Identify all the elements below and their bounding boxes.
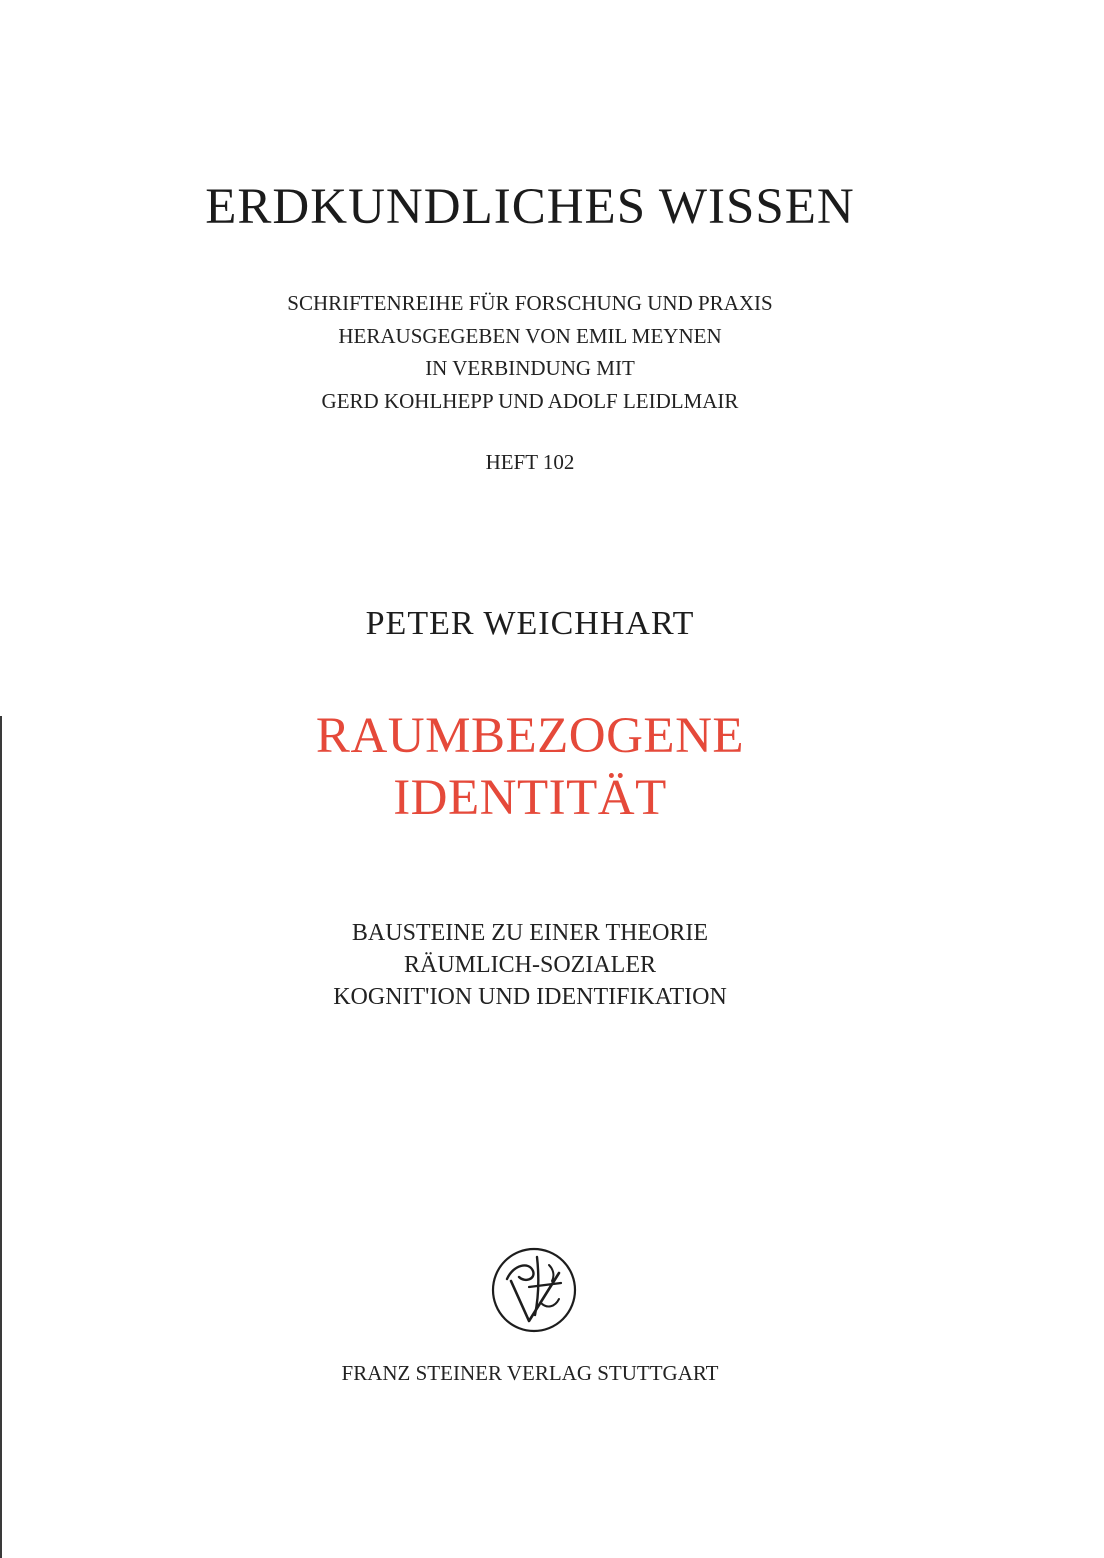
publisher-name: FRANZ STEINER VERLAG STUTTGART <box>341 1361 719 1385</box>
fsv-monogram-logo-icon <box>489 1245 579 1335</box>
series-line: HERAUSGEGEBEN VON EMIL MEYNEN <box>338 323 722 348</box>
volume-number: HEFT 102 <box>485 450 575 474</box>
series-line: IN VERBINDUNG MIT <box>425 356 635 380</box>
subtitle-line: KOGNIT'ION UND IDENTIFIKATION <box>333 984 727 1010</box>
subtitle-line: BAUSTEINE ZU EINER THEORIE <box>351 920 709 946</box>
series-line: SCHRIFTENREIHE FÜR FORSCHUNG UND PRAXIS <box>287 291 773 315</box>
author-name: PETER WEICHHART <box>365 605 695 642</box>
subtitle-line: RÄUMLICH-SOZIALER <box>404 952 656 978</box>
series-line: GERD KOHLHEPP UND ADOLF LEIDLMAIR <box>321 388 739 413</box>
book-title-line: RAUMBEZOGENE <box>315 708 745 764</box>
book-title <box>0 705 1060 829</box>
book-subtitle <box>0 917 1060 1013</box>
series-info <box>0 287 1060 417</box>
book-title-line: IDENTITÄT <box>393 770 667 826</box>
series-title: ERDKUNDLICHES WISSEN <box>205 179 855 235</box>
page-edge-shadow <box>0 716 2 1558</box>
